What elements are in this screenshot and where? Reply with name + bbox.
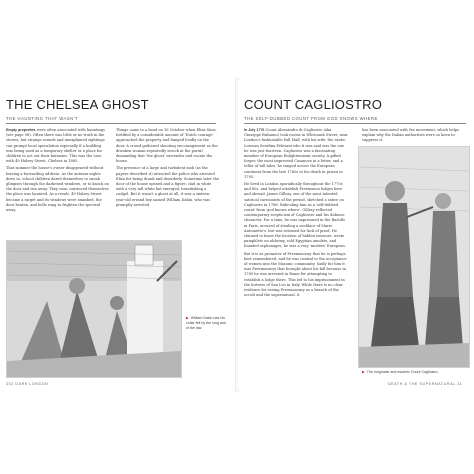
right-page-subtitle: THE SELF-DUBBED COUNT FROM GOD KNOWS WHERE	[244, 116, 378, 121]
right-column-2	[362, 128, 466, 142]
left-lead-in: Empty properties	[6, 128, 36, 132]
left-col2-para-2: The presence of a large and turbulent mob (as the papers described it) attracted the police who arrested Eliza for being drunk and disorderly. Sometime later the door of the house opened and a figure, clad in white with a very tall white hat emerged, brandishing a cudgel. But it wasn't a ghost at all, it was a sixteen-year-old errand boy named William Dakin, who was promptly arrested.	[116, 166, 219, 207]
left-caption	[186, 316, 228, 331]
left-page-subtitle: THE HAUNTING THAT WASN'T	[6, 116, 78, 121]
right-col2-para-1: has been associated with the movement, which helps explain why the Italian authorities were so keen to suppress it.	[362, 128, 459, 142]
right-title-rule	[244, 123, 466, 124]
engraving-illustration-icon	[7, 241, 181, 377]
right-column-1	[244, 128, 348, 378]
left-col2-para-1: Things came to a head on 16 October when Eliza Sims, fortified by a considerable amount of 'Dutch courage' approached the property and banged loudly on the door. A crowd gathered shouting encouragement as the drunken woman repeatedly struck at the portal demanding that 'the ghost' surrender and vacate the house.	[116, 128, 218, 164]
left-page-title: THE CHELSEA GHOST	[6, 97, 149, 112]
right-caption-text: The enigmatic and esoteric Count Cagliostro.	[366, 370, 439, 374]
right-lead-in: In July 1776	[244, 128, 265, 132]
right-page-title: COUNT CAGLIOSTRO	[244, 97, 383, 112]
right-page	[238, 80, 474, 390]
left-page-footer: 302 DARK LONDON	[6, 382, 49, 386]
right-col1-para-3: But it is as promoter of Freemasonry that he is perhaps best remembered, and he was central to the acceptance of women into the Masonic community. Sadly for him it was Freemasonry that brought about his fall because in 1789 he was arrested in Rome for attempting to establish a lodge there. This led to his imprisonment in the fortress of San Leo in Italy. While there is no clear evidence for seeing Freemasonry as a branch of the occult and the supernatural, it	[244, 251, 347, 298]
left-caption-text: William Dakin has his collar felt by the long arm of the law.	[186, 316, 227, 330]
left-title-rule	[6, 123, 216, 124]
chelsea-ghost-engraving	[6, 240, 182, 378]
left-col1-para-1-text: were often associated with hauntings (see page 98). Often there was little or no truth in the stories, but strange sounds and unexplained sightings can prompt local speculation especially if a building was being used as a temporary shelter or a place for children to act out their fantasies. This was the case with 49 Halsey Street, Chelsea in 1885.	[6, 128, 106, 164]
left-page	[0, 80, 236, 390]
caption-pointer-icon: ▶	[186, 316, 189, 320]
right-page-footer: DEATH & THE SUPERNATURAL 31	[388, 382, 463, 386]
left-col1-para-1	[6, 128, 109, 164]
right-col1-para-1	[244, 128, 348, 180]
left-column-2	[116, 128, 219, 240]
right-col1-para-2: He lived in London sporadically throughout the 1770s and 80s, and helped establish Freemason lodges here and abroad. James Gillray, one of the most talented satirical cartoonists of the period, sketched a satire on Cagliostro in 1786. Ridiculing him as a 'self-dubbed count' from 'god knows where'. Gillray reflected contemporary scepticism of Cagliostro and his dubious character. For a time, he was imprisoned in the Bastille in Paris, accused of stealing a necklace of Marie Antoinette's, but was released for lack of proof. He claimed to know the location of hidden treasure, wrote pamphlets on alchemy, sold Egyptian amulets, and founded orphanages; he was a very 'modern' European.	[244, 182, 346, 249]
right-col1-para-1-text: Count Alessandro di Cagliostro (aka Giuseppe Balsamo) took rooms in Whitcomb Street, near London's fashionable Pall Mall, with his wife, the exotic Lorenza Serafina Feliciani who it was said was the one he was just fourteen. Cagliostro was a fascinating member of European Enlightenment society. A gifted forger, the most impressed Casanova in a letter, and a teller of tall tales, he ranged across the European continent from the late 1760s to his death in prison in 1795.	[244, 128, 348, 179]
count-cagliostro-engraving	[358, 146, 470, 368]
left-column-1	[6, 128, 109, 240]
right-caption	[362, 370, 466, 375]
caption-pointer-icon: ▶	[362, 370, 365, 374]
cagliostro-portrait-icon	[359, 147, 469, 367]
left-col1-para-2: That summer the house's owner disappeared without leaving a forwarding address. As the autumn nights drew in, school children dared themselves to sneak glimpses through the darkened windows, or to knock on the door and run away. They soon convinced themselves the place was haunted. As a result, 49 Halsey Street became a target and its windows were smashed, the door beaten, and bells rung to frighten the spectral away.	[6, 166, 109, 213]
